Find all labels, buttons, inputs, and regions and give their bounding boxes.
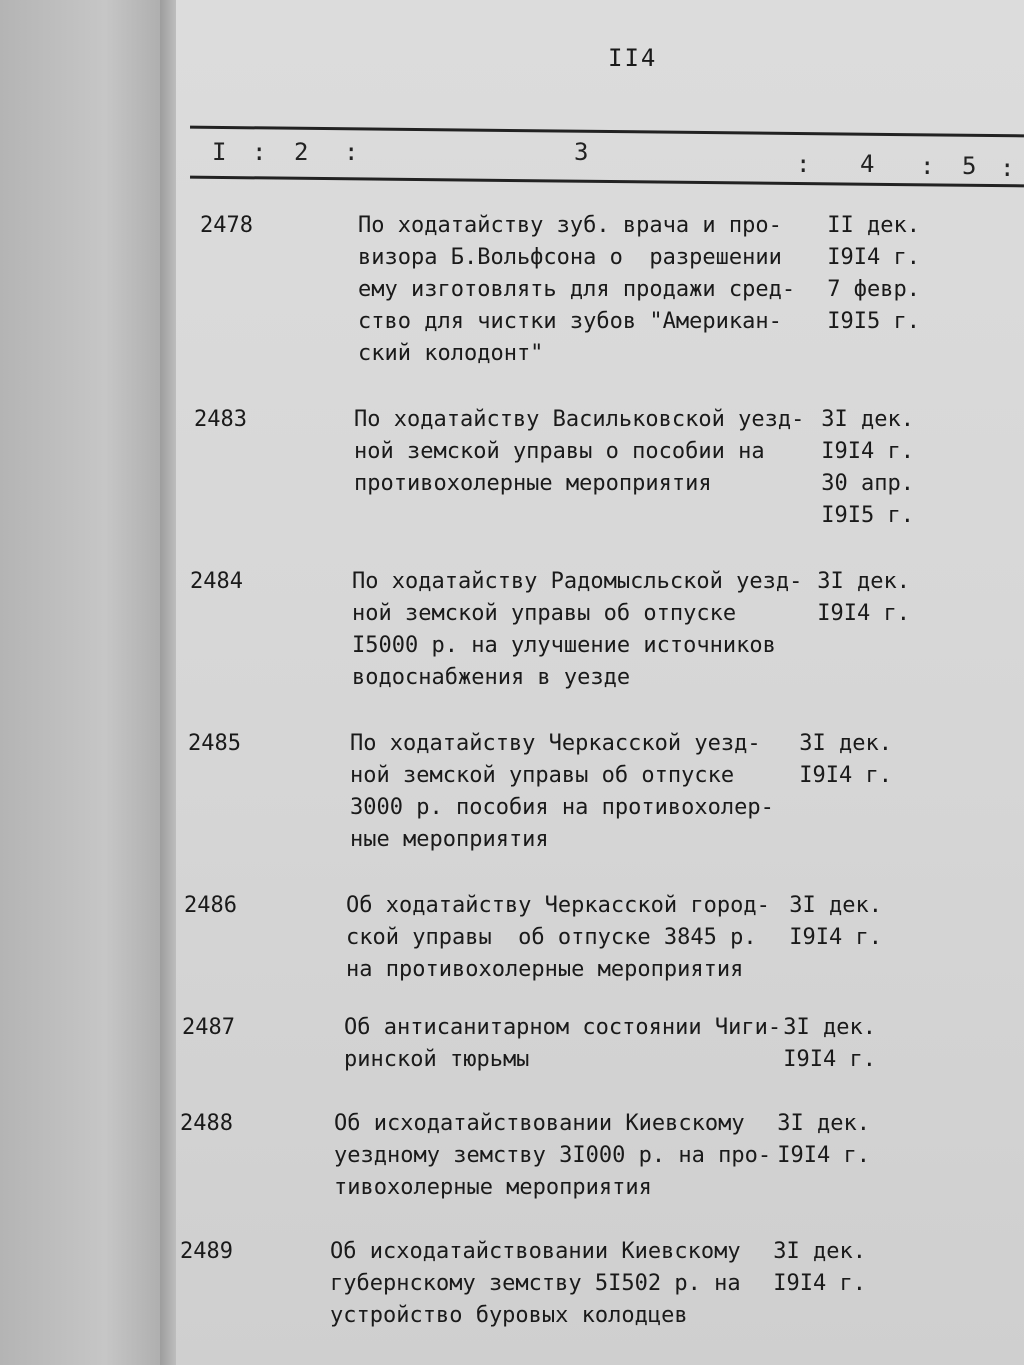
entry-number: 2478 (200, 213, 253, 238)
entry-description: По ходатайству Васильковской уезд- ной земской управы о пособии на противохолерные мероприятия (354, 407, 805, 496)
header-sep: : (920, 152, 935, 180)
entry-description: Об антисанитарном состоянии Чиги- ринской тюрьмы (344, 1015, 782, 1072)
document-page (176, 0, 1024, 1365)
entry-dates: 3I дек. I9I4 г. (789, 893, 882, 950)
entry-dates: 3I дек. I9I4 г. (817, 569, 910, 626)
header-sep: : (344, 138, 359, 166)
entry-dates: 3I дек. I9I4 г. (799, 731, 892, 788)
entry-dates: 3I дек. I9I4 г. (783, 1015, 876, 1072)
entry-dates: II дек. I9I4 г. 7 февр. I9I5 г. (827, 213, 920, 334)
header-col-2: 2 (294, 138, 309, 166)
header-col-1: I (212, 138, 227, 166)
header-col-4: 4 (860, 150, 875, 178)
header-col-5: 5 (962, 152, 977, 180)
entry-number: 2486 (184, 893, 237, 918)
page-number: II4 (608, 44, 658, 72)
left-page-edge (0, 0, 175, 1365)
entry-number: 2489 (180, 1239, 233, 1264)
entry-number: 2488 (180, 1111, 233, 1136)
header-sep: : (1000, 154, 1015, 182)
entry-description: По ходатайству Радомысльской уезд- ной земской управы об отпуске I5000 р. на улучшение источников водоснабжения в уезде (352, 569, 803, 690)
entry-description: Об ходатайству Черкасской город- ской управы об отпуске 3845 р. на противохолерные мероприятия (346, 893, 770, 982)
entry-description: По ходатайству Черкасской уезд- ной земской управы об отпуске 3000 р. пособия на противохолер- ные мероприятия (350, 731, 774, 852)
header-rule-top (190, 126, 1024, 138)
entry-dates: 3I дек. I9I4 г. (773, 1239, 866, 1296)
header-sep: : (252, 138, 267, 166)
header-rule-bottom (190, 176, 1024, 188)
entry-dates: 3I дек. I9I4 г. (777, 1111, 870, 1168)
entry-description: По ходатайству зуб. врача и про- визора Б.Вольфсона о разрешении ему изготовлять для продажи сред- ство для чистки зубов "Американ- ский колодонт" (358, 213, 796, 366)
entry-number: 2483 (194, 407, 247, 432)
entry-number: 2485 (188, 731, 241, 756)
entry-number: 2484 (190, 569, 243, 594)
entry-description: Об исходатайствовании Киевскому уездному земству 3I000 р. на про- тивохолерные мероприятия (334, 1111, 772, 1200)
header-col-3: 3 (574, 138, 589, 166)
entry-dates: 3I дек. I9I4 г. 30 апр. I9I5 г. (821, 407, 914, 528)
entry-description: Об исходатайствовании Киевскому губернскому земству 5I502 р. на устройство буровых колодцев (330, 1239, 741, 1328)
entry-number: 2487 (182, 1015, 235, 1040)
header-sep: : (796, 150, 811, 178)
